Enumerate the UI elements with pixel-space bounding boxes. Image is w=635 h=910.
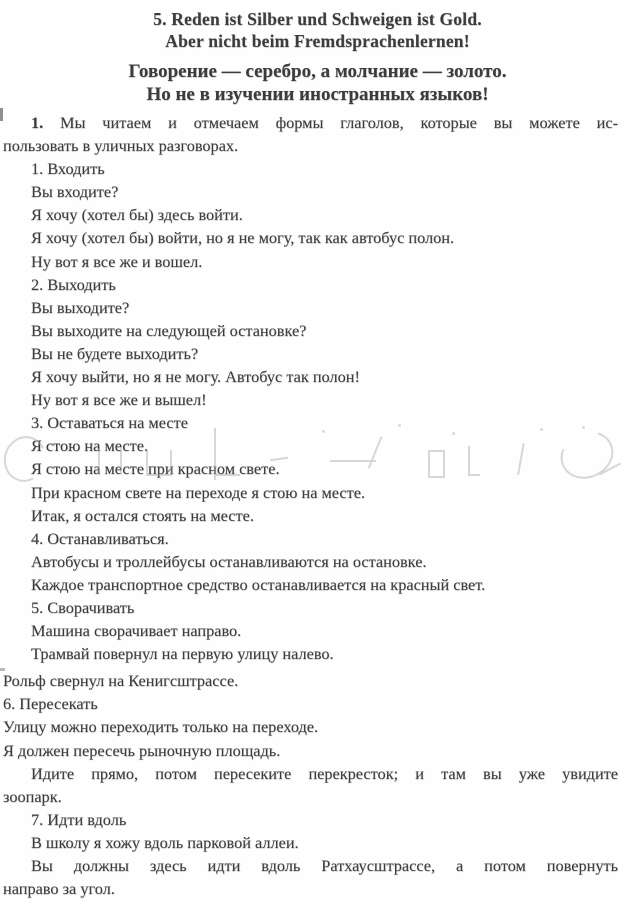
text-line: Вы выходите на следующей остановке? bbox=[31, 320, 307, 340]
text-line: Каждое транспортное средство останавливается на красный свет. bbox=[31, 574, 486, 594]
text-line: 5. Сворачивать bbox=[31, 597, 135, 617]
text-line: Улицу можно переходить только на переходе. bbox=[3, 717, 319, 737]
text-line: Вы должны здесь идти вдоль Ратхаусштрассе, а потом повернуть bbox=[31, 856, 618, 875]
text-line: 7. Идти вдоль bbox=[31, 809, 127, 829]
text-line: Трамвай повернул на первую улицу налево. bbox=[31, 644, 334, 664]
text-line: Я хочу (хотел бы) здесь войти. bbox=[31, 205, 243, 225]
text-line: 3. Оставаться на месте bbox=[31, 413, 188, 433]
text-line: Идите прямо, потом пересеките перекресток; и там вы уже увидите bbox=[31, 763, 618, 783]
text-line: 4. Останавливаться. bbox=[31, 528, 169, 548]
text-line: Вы входите? bbox=[31, 182, 119, 202]
header-title-german-line1: 5. Reden ist Silber und Schweigen ist Gold. bbox=[153, 9, 482, 29]
text-line: Я должен пересечь рыночную площадь. bbox=[3, 740, 281, 760]
paragraph-number: 1. bbox=[31, 113, 61, 132]
text-line: В школу я хожу вдоль парковой аллеи. bbox=[31, 832, 299, 852]
text-line: направо за угол. bbox=[3, 879, 115, 899]
text-line: Я стою на месте. bbox=[31, 436, 149, 456]
scan-artifact bbox=[0, 108, 3, 121]
text-line: 1. Мы читаем и отмечаем формы глаголов, которые вы можете ис- bbox=[31, 113, 618, 132]
header-title-russian-line1: Говорение — серебро, а молчание — золото. bbox=[128, 61, 507, 82]
text-line: 1. Входить bbox=[31, 159, 105, 179]
text-line: Автобусы и троллейбусы останавливаются на остановке. bbox=[31, 551, 427, 571]
text-line: Ну вот я все же и вышел! bbox=[31, 390, 207, 410]
text-line: При красном свете на переходе я стою на месте. bbox=[31, 482, 366, 502]
text-line: Я стою на месте при красном свете. bbox=[31, 459, 280, 479]
text-line: Рольф свернул на Кенигсштрассе. bbox=[3, 671, 239, 691]
text-line: Вы не будете выходить? bbox=[31, 343, 199, 363]
header-title-german-line2: Aber nicht beim Fremdsprachenlernen! bbox=[165, 31, 470, 51]
text-line: Я хочу (хотел бы) войти, но я не могу, так как автобус полон. bbox=[31, 228, 455, 248]
body-text bbox=[0, 111, 635, 900]
header-title-russian-line2: Но не в изучении иностранных языков! bbox=[146, 84, 489, 105]
page-header bbox=[0, 0, 635, 106]
text-line: 2. Выходить bbox=[31, 274, 116, 294]
text-line: Вы выходите? bbox=[31, 297, 130, 317]
text-line: пользовать в уличных разговорах. bbox=[3, 136, 239, 156]
text-line: Машина сворачивает направо. bbox=[31, 621, 242, 641]
text-line: зоопарк. bbox=[3, 786, 62, 806]
scan-artifact bbox=[0, 668, 5, 671]
text-line: Ну вот я все же и вошел. bbox=[31, 251, 203, 271]
text-line: Я хочу выйти, но я не могу. Автобус так полон! bbox=[31, 367, 360, 387]
text-line: Итак, я остался стоять на месте. bbox=[31, 505, 254, 525]
text-line: 6. Пересекать bbox=[3, 694, 98, 714]
